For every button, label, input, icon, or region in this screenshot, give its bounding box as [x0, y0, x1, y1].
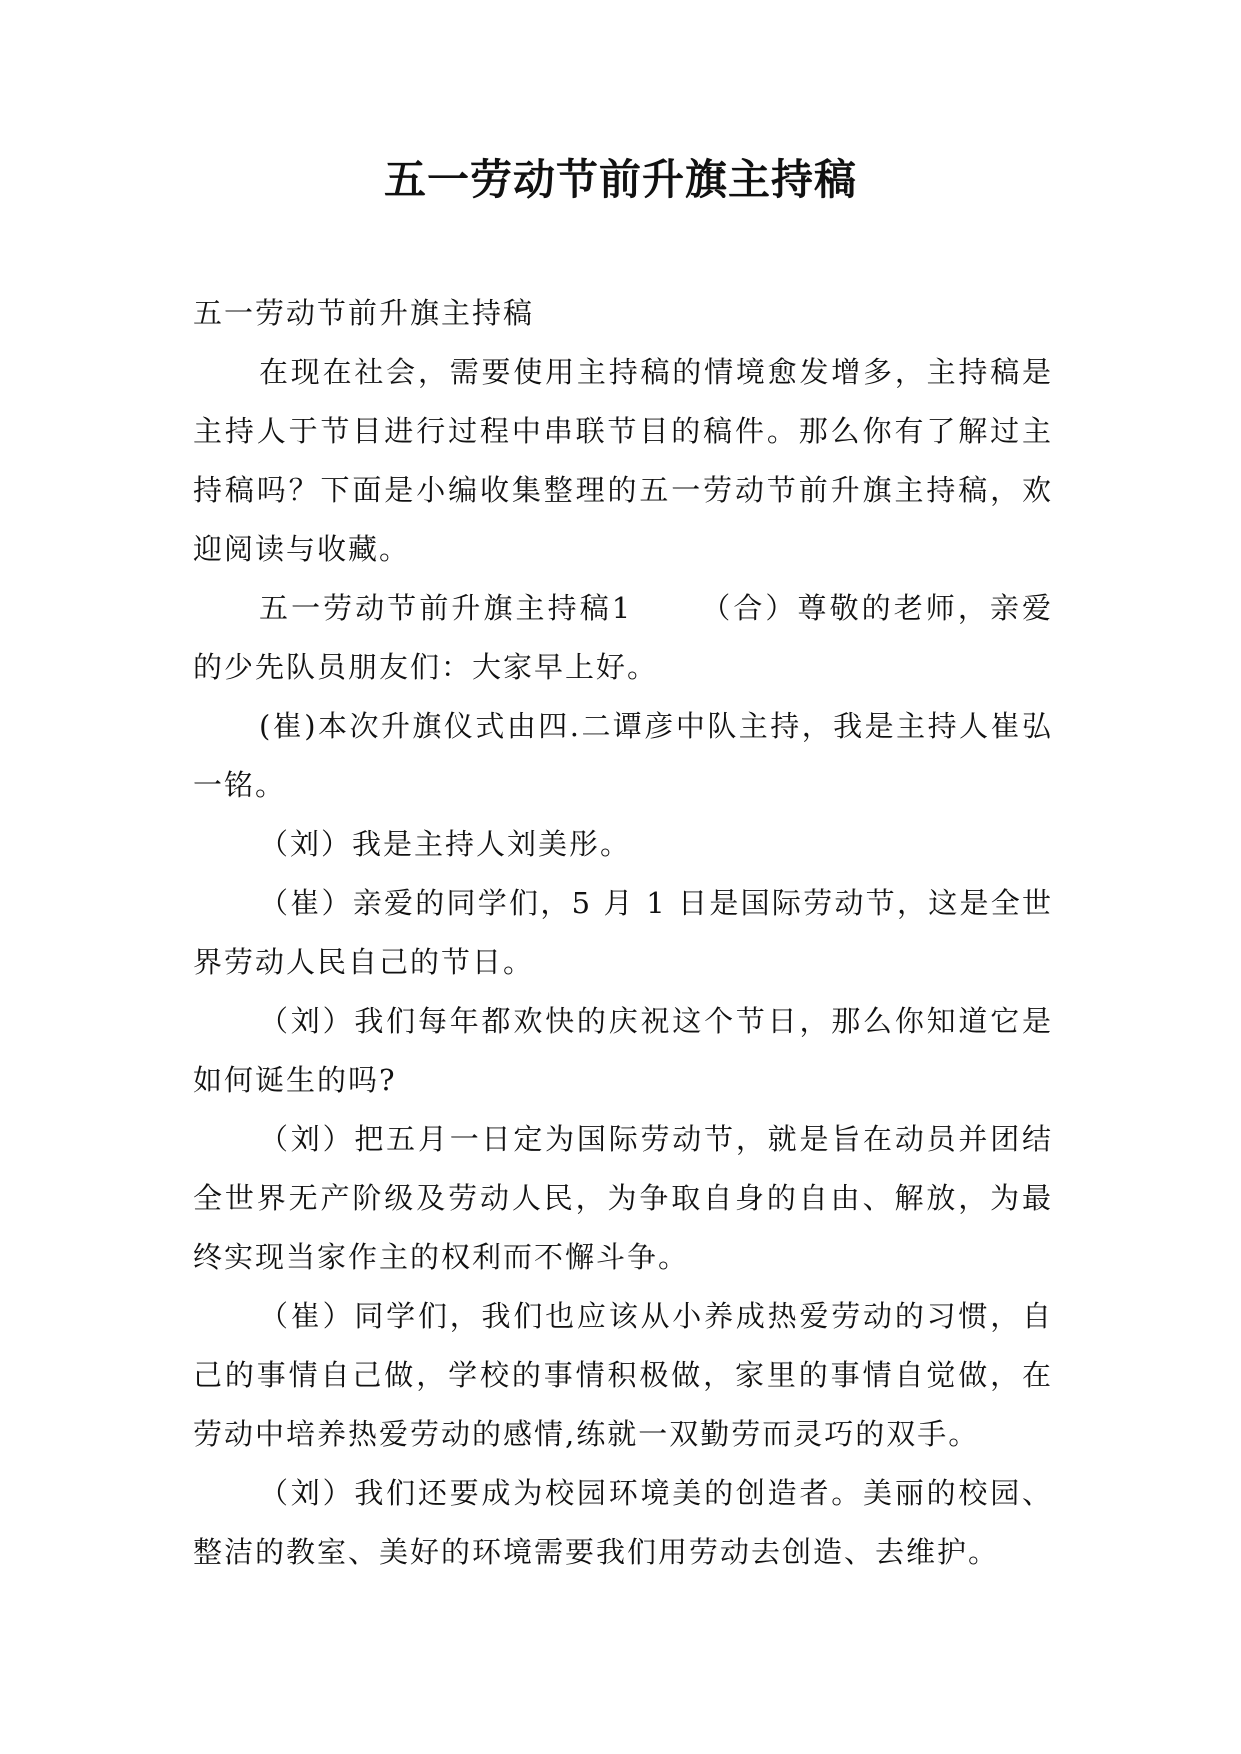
paragraph-section-1: [193, 579, 1053, 697]
paragraph-liu-2: （刘）我们每年都欢快的庆祝这个节日，那么你知道它是如何诞生的吗?: [193, 1004, 1053, 1097]
document-body: [193, 284, 1053, 1582]
paragraph-cui-1: (崔)本次升旗仪式由四.二谭彦中队主持，我是主持人崔弘一铭。: [193, 709, 1053, 802]
section-heading: 五一劳动节前升旗主持稿1: [259, 591, 633, 625]
paragraph-liu-4: （刘）我们还要成为校园环境美的创造者。美丽的校园、整洁的教室、美好的环境需要我们用劳动去创造、去维护。: [193, 1476, 1053, 1569]
paragraph-liu-1: （刘）我是主持人刘美彤。: [259, 827, 632, 861]
paragraph-cui-3: （崔）同学们，我们也应该从小养成热爱劳动的习惯，自己的事情自己做，学校的事情积极做，家里的事情自觉做，在劳动中培养热爱劳动的感情,练就一双勤劳而灵巧的双手。: [193, 1299, 1053, 1451]
paragraph-cui-2: （崔）亲爱的同学们，5 月 1 日是国际劳动节，这是全世界劳动人民自己的节日。: [193, 886, 1053, 979]
section-opening-line: （合）尊敬的老师，亲爱的少先队员朋友们：大家早上好。: [193, 591, 1053, 684]
paragraph-intro: 在现在社会，需要使用主持稿的情境愈发增多，主持稿是主持人于节目进行过程中串联节目的稿件。那么你有了解过主持稿吗？下面是小编收集整理的五一劳动节前升旗主持稿，欢迎阅读与收藏。: [193, 355, 1053, 566]
document-title: 五一劳动节前升旗主持稿: [383, 155, 857, 204]
document-subtitle: 五一劳动节前升旗主持稿: [193, 296, 535, 330]
paragraph-liu-3: （刘）把五月一日定为国际劳动节，就是旨在动员并团结全世界无产阶级及劳动人民，为争取自身的自由、解放，为最终实现当家作主的权利而不懈斗争。: [193, 1122, 1053, 1274]
